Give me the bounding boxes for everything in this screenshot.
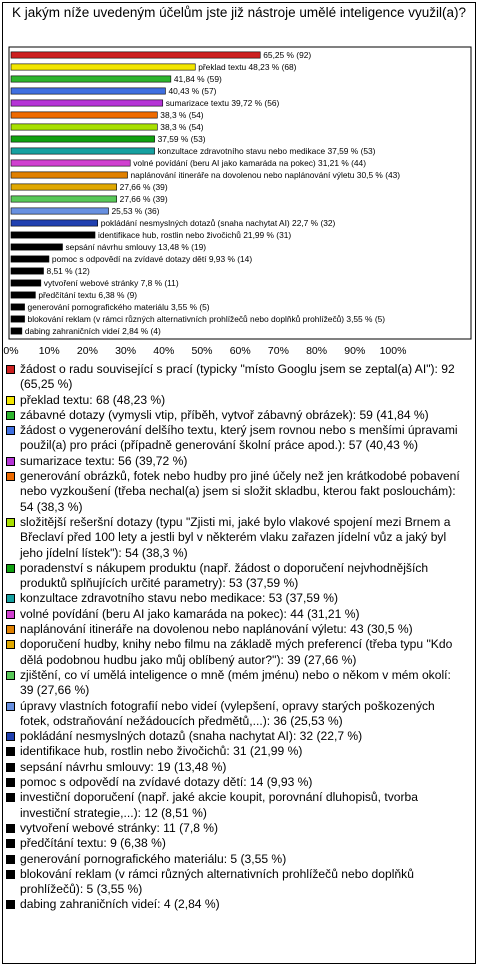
legend-swatch (6, 778, 15, 787)
legend-item (6, 744, 466, 759)
x-tick-label: 60% (229, 345, 251, 357)
bar (11, 328, 22, 334)
legend-label: předčítání textu: 9 (6,38 %) (20, 836, 166, 851)
legend-swatch (6, 640, 15, 649)
legend-label: poradenství s nákupem produktu (např. žádost o doporučení nejvhodnějších produktů splňujících určité parametry): 53 (37,59 %) (20, 560, 429, 591)
legend-label: identifikace hub, rostlin nebo živočichů: 31 (21,99 %) (20, 744, 303, 759)
x-tick-label: 70% (267, 345, 289, 357)
legend-swatch (6, 763, 15, 772)
bar-data-label: 65,25 % (92) (263, 50, 312, 60)
legend-item (6, 637, 466, 668)
legend-item (6, 622, 466, 637)
bar (11, 172, 128, 178)
legend-swatch (6, 671, 15, 680)
legend (6, 362, 466, 913)
bar-data-label: sepsání návrhu smlouvy 13,48 % (19) (65, 242, 207, 252)
legend-item (6, 408, 466, 423)
legend-label: blokování reklam (v rámci různých alternativních prohlížečů nebo doplňků prohlížečů): 5 (3,55 %) (20, 866, 414, 897)
legend-swatch (6, 900, 15, 909)
bar (11, 316, 25, 322)
bar-data-label: 41,84 % (59) (173, 74, 222, 84)
legend-swatch (6, 625, 15, 634)
bar-data-label: konzultace zdravotního stavu nebo medikace 37,59 % (53) (157, 146, 376, 156)
legend-label: pomoc s odpovědí na zvídavé dotazy dětí: 14 (9,93 %) (20, 775, 313, 790)
bar (11, 100, 163, 106)
legend-item (6, 729, 466, 744)
x-tick-label: 0% (3, 345, 19, 357)
bar (11, 136, 155, 142)
x-tick-label: 90% (344, 345, 366, 357)
legend-item (6, 454, 466, 469)
legend-label: zábavné dotazy (vymysli vtip, příběh, vytvoř zábavný obrázek): 59 (41,84 %) (20, 407, 429, 422)
legend-swatch (6, 793, 15, 802)
legend-label: sumarizace textu: 56 (39,72 %) (20, 453, 188, 468)
bar (11, 232, 95, 238)
bar (11, 304, 25, 310)
bar (11, 280, 41, 286)
legend-item (6, 607, 466, 622)
legend-label: úpravy vlastních fotografií nebo videí (vylepšení, opravy starých poškozených fotek, odstraňování nežádoucích předmětů,...): 36 (25,53 %) (20, 698, 435, 728)
bar (11, 244, 62, 250)
bar-data-label: 40,43 % (57) (168, 86, 217, 96)
legend-item (6, 393, 466, 408)
bar-data-label: vytvoření webové stránky 7,8 % (11) (43, 278, 179, 288)
legend-item (6, 867, 466, 898)
legend-item (6, 469, 466, 515)
bar-data-label: pokládání nesmyslných dotazů (snaha nachytat AI) 22,7 % (32) (100, 218, 336, 228)
legend-item (6, 821, 466, 836)
legend-label: konzultace zdravotního stavu nebo medikace: 53 (37,59 %) (20, 591, 338, 606)
bar (11, 256, 49, 262)
bar-data-label: předčítání textu 6,38 % (9) (38, 290, 138, 300)
legend-item (6, 760, 466, 775)
legend-label: sepsání návrhu smlouvy: 19 (13,48 %) (20, 759, 227, 774)
legend-item (6, 561, 466, 592)
legend-label: volné povídání (beru AI jako kamaráda na pokec): 44 (31,21 %) (20, 606, 360, 621)
legend-label: vytvoření webové stránky: 11 (7,8 %) (20, 820, 219, 835)
legend-label: investiční doporučení (např. jaké akcie koupit, porovnání dluhopisů, tvorba investiční strategie,...): 12 (8,51 %) (20, 790, 418, 820)
bar-data-label: generování pornografického materiálu 3,55 % (5) (27, 302, 210, 312)
bar-data-label: blokování reklam (v rámci různých alternativních prohlížečů nebo doplňků prohlížečů) 3,55 % (5) (27, 314, 386, 324)
legend-swatch (6, 870, 15, 879)
bar (11, 76, 171, 82)
legend-label: pokládání nesmyslných dotazů (snaha nachytat AI): 32 (22,7 %) (20, 729, 363, 744)
legend-label: překlad textu: 68 (48,23 %) (20, 392, 166, 407)
bar (11, 292, 35, 298)
bar (11, 124, 157, 130)
x-tick-label: 80% (306, 345, 328, 357)
legend-item (6, 515, 466, 561)
legend-swatch (6, 564, 15, 573)
bar (11, 208, 109, 214)
bar-data-label: 38,3 % (54) (160, 122, 204, 132)
legend-swatch (6, 594, 15, 603)
legend-item (6, 852, 466, 867)
bar-data-label: 38,3 % (54) (160, 110, 204, 120)
legend-swatch (6, 365, 15, 374)
legend-item (6, 423, 466, 454)
x-tick-label: 30% (115, 345, 137, 357)
legend-label: generování pornografického materiálu: 5 (3,55 %) (20, 851, 287, 866)
legend-item (6, 836, 466, 851)
legend-swatch (6, 839, 15, 848)
legend-item (6, 668, 466, 699)
bar-data-label: volné povídání (beru AI jako kamaráda na pokec) 31,21 % (44) (133, 158, 367, 168)
bar-data-label: naplánování itineráře na dovolenou nebo naplánování výletu 30,5 % (43) (130, 170, 401, 180)
legend-swatch (6, 457, 15, 466)
legend-swatch (6, 411, 15, 420)
bar (11, 160, 130, 166)
legend-swatch (6, 610, 15, 619)
x-tick-label: 10% (38, 345, 60, 357)
legend-label: naplánování itineráře na dovolenou nebo naplánování výletu: 43 (30,5 %) (20, 622, 413, 637)
legend-label: složitější rešeršní dotazy (typu "Zjisti mi, jaké bylo vlakové spojení mezi Brnem a Břeclaví před 100 lety a jestli byl v některém vlaku zařazen jídelní vůz a jaký byl jeho jídelní lístek"): 54 (38,3 %) (20, 514, 451, 560)
bar (11, 148, 155, 154)
bar (11, 88, 165, 94)
bar-data-label: dabing zahraničních videí 2,84 % (4) (24, 326, 161, 336)
legend-swatch (6, 426, 15, 435)
bar-data-label: 37,59 % (53) (157, 134, 206, 144)
bar (11, 64, 195, 70)
legend-label: generování obrázků, fotek nebo hudby pro jiné účely než jen krátkodobé pobavení nebo vyzkoušení (třeba nechal(a) jsem si složit skladbu, kterou fakt poslouchám): 54 (38,3 %) (20, 469, 460, 514)
legend-label: zjištění, co ví umělá inteligence o mně (mém jménu) nebo o někom v mém okolí: 39 (27,66 %) (20, 667, 451, 698)
bar (11, 184, 117, 190)
bar (11, 196, 117, 202)
legend-swatch (6, 855, 15, 864)
legend-item (6, 790, 466, 821)
legend-swatch (6, 702, 15, 711)
legend-swatch (6, 472, 15, 481)
legend-label: dabing zahraničních videí: 4 (2,84 %) (20, 897, 220, 912)
bar (11, 220, 98, 226)
bar-data-label: 27,66 % (39) (119, 182, 168, 192)
bar-data-label: 25,53 % (36) (111, 206, 160, 216)
bar (11, 112, 157, 118)
legend-swatch (6, 732, 15, 741)
legend-item (6, 775, 466, 790)
bar-data-label: překlad textu 48,23 % (68) (198, 62, 297, 72)
bar-data-label: 8,51 % (12) (46, 266, 90, 276)
legend-swatch (6, 824, 15, 833)
legend-label: doporučení hudby, knihy nebo filmu na základě mých preferencí (třeba typu "Kdo dělá podobnou hudbu jako můj oblíbený autor?"): 39 (27,66 %) (20, 637, 453, 667)
legend-item (6, 699, 466, 730)
bar-data-label: sumarizace textu 39,72 % (56) (165, 98, 280, 108)
bar-data-label: identifikace hub, rostlin nebo živočichů 21,99 % (31) (98, 230, 292, 240)
bar (11, 52, 260, 58)
legend-label: žádost o vygenerování delšího textu, který jsem rovnou nebo s menšími úpravami použil(a) pro práci (případně generování školní práce apod.): 57 (40,43 %) (20, 423, 458, 453)
bar-data-label: 27,66 % (39) (119, 194, 168, 204)
x-tick-label: 50% (191, 345, 213, 357)
bar-data-label: pomoc s odpovědí na zvídavé dotazy dětí 9,93 % (14) (51, 254, 253, 264)
bar-chart (0, 0, 480, 360)
bar (11, 268, 44, 274)
x-tick-label: 20% (76, 345, 98, 357)
legend-swatch (6, 747, 15, 756)
x-tick-label: 100% (379, 345, 407, 357)
legend-item (6, 591, 466, 606)
x-tick-label: 40% (153, 345, 175, 357)
legend-label: žádost o radu související s prací (typicky "místo Googlu jsem se zeptal(a) AI"): 92 (65,25 %) (20, 362, 455, 392)
legend-swatch (6, 518, 15, 527)
legend-item (6, 362, 466, 393)
legend-item (6, 897, 466, 912)
chart-title: K jakým níže uvedeným účelům jste již nástroje umělé inteligence využil(a)? (12, 5, 466, 20)
legend-swatch (6, 396, 15, 405)
